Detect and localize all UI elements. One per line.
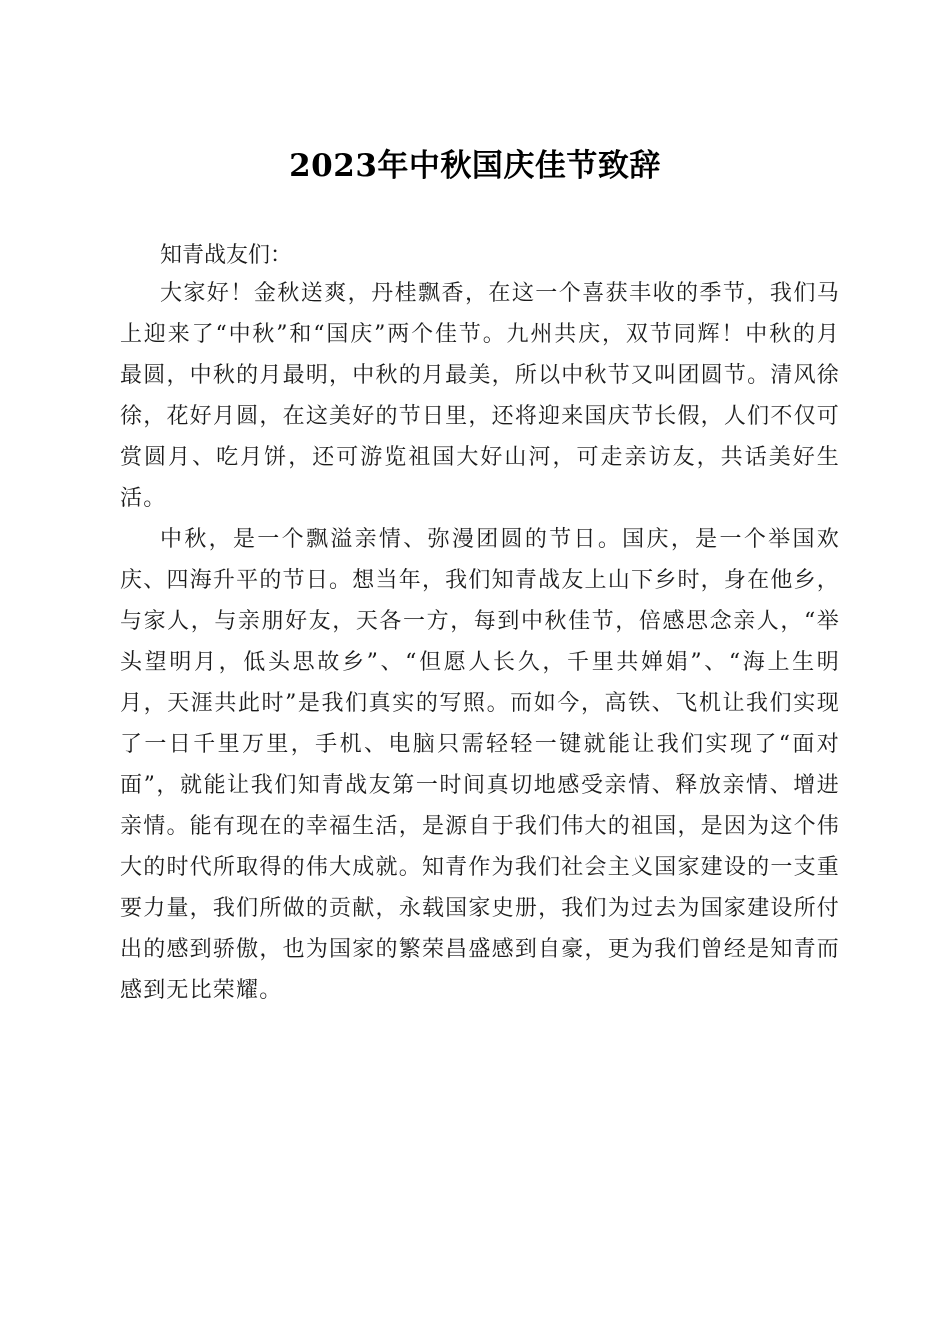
paragraph: 大家好！金秋送爽，丹桂飘香，在这一个喜获丰收的季节，我们马上迎来了“中秋”和“国庆”两个佳节。九州共庆，双节同辉！中秋的月最圆，中秋的月最明，中秋的月最美，所以中秋节又叫团圆节。清风徐徐，花好月圆，在这美好的节日里，还将迎来国庆节长假，人们不仅可赏圆月、吃月饼，还可游览祖国大好山河，可走亲访友，共话美好生活。 [120,281,840,511]
paragraph: 中秋，是一个飘溢亲情、弥漫团圆的节日。国庆，是一个举国欢庆、四海升平的节日。想当年，我们知青战友上山下乡时，身在他乡，与家人，与亲朋好友，天各一方，每到中秋佳节，倍感思念亲人，“举头望明月，低头思故乡”、“但愿人长久，千里共婵娟”、“海上生明月，天涯共此时”是我们真实的写照。而如今，高铁、飞机让我们实现了一日千里万里，手机、电脑只需轻轻一键就能让我们实现了“面对面”，就能让我们知青战友第一时间真切地感受亲情、释放亲情、增进亲情。能有现在的幸福生活，是源自于我们伟大的祖国，是因为这个伟大的时代所取得的伟大成就。知青作为我们社会主义国家建设的一支重要力量，我们所做的贡献，永载国家史册，我们为过去为国家建设所付出的感到骄傲，也为国家的繁荣昌盛感到自豪，更为我们曾经是知青而感到无比荣耀。 [120,527,840,1003]
salutation: 知青战友们： [160,243,293,268]
document-body [120,273,840,1011]
document-title: 2023年中秋国庆佳节致辞 [289,148,661,184]
